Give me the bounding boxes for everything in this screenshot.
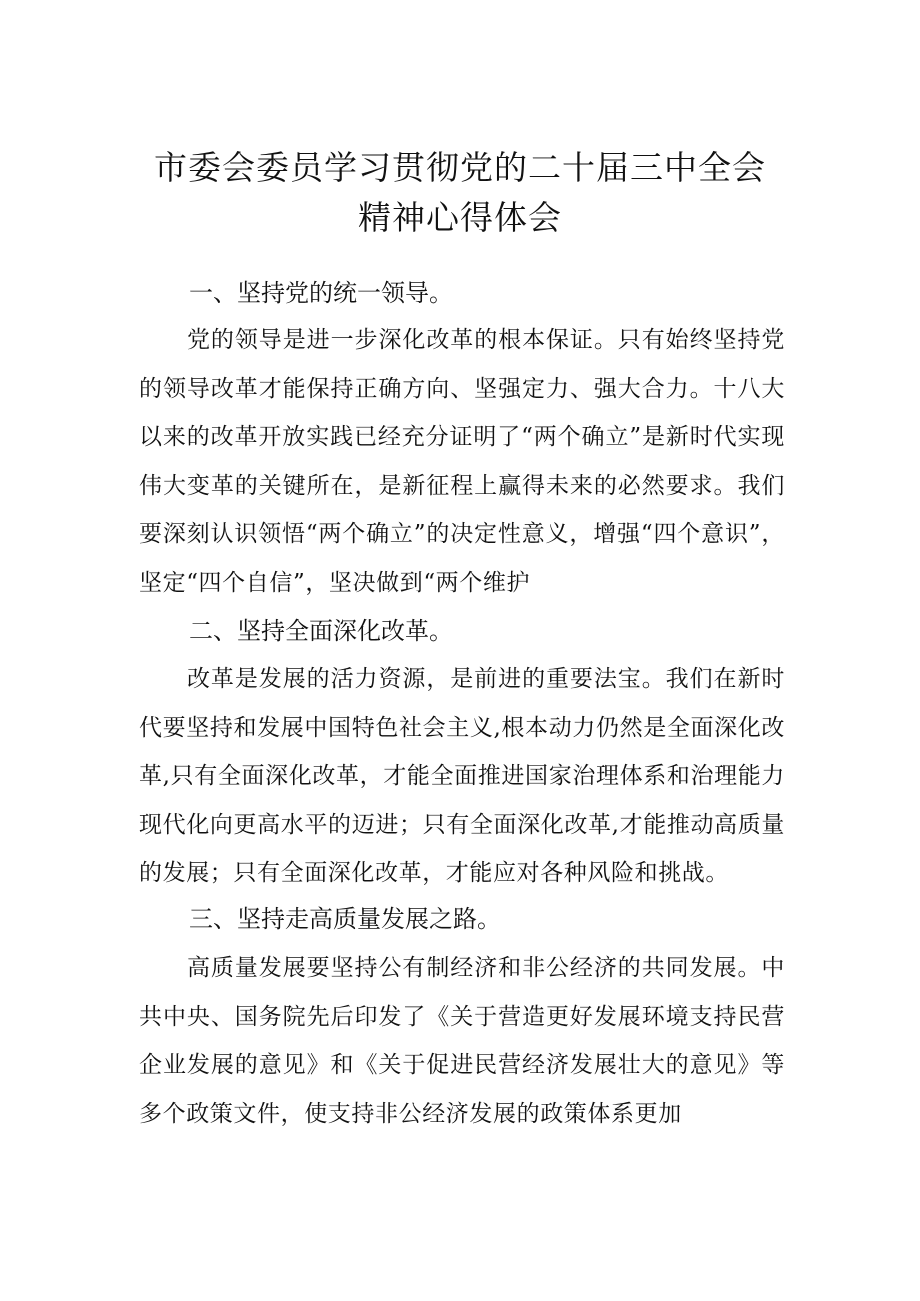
section-heading-1: 一、坚持党的统一领导。 <box>189 279 453 307</box>
section-paragraph-2: 改革是发展的活力资源，是前进的重要法宝。我们在新时代要坚持和发展中国特色社会主义,根本动力仍然是全面深化改革,只有全面深化改革，才能全面推进国家治理体系和治理能力现代化向更高水平的迈进；只有全面深化改革,才能推动高质量的发展；只有全面深化改革，才能应对各种风险和挑战。 <box>139 666 785 886</box>
document-title-line-2: 精神心得体会 <box>358 198 562 237</box>
section-heading-3: 三、坚持走高质量发展之路。 <box>189 905 501 933</box>
section-heading-2: 二、坚持全面深化改革。 <box>189 617 453 645</box>
section-paragraph-1: 党的领导是进一步深化改革的根本保证。只有始终坚持党的领导改革才能保持正确方向、坚强定力、强大合力。十八大以来的改革开放实践已经充分证明了“两个确立”是新时代实现伟大变革的关键所在，是新征程上赢得未来的必然要求。我们要深刻认识领悟“两个确立”的决定性意义，增强“四个意识”，坚定“四个自信”，坚决做到“两个维护 <box>139 327 785 596</box>
section-paragraph-3: 高质量发展要坚持公有制经济和非公经济的共同发展。中共中央、国务院先后印发了《关于营造更好发展环境支持民营企业发展的意见》和《关于促进民营经济发展壮大的意见》等多个政策文件，使支持非公经济发展的政策体系更加 <box>139 955 785 1127</box>
document-title-line-1: 市委会委员学习贯彻党的二十届三中全会 <box>154 148 766 187</box>
